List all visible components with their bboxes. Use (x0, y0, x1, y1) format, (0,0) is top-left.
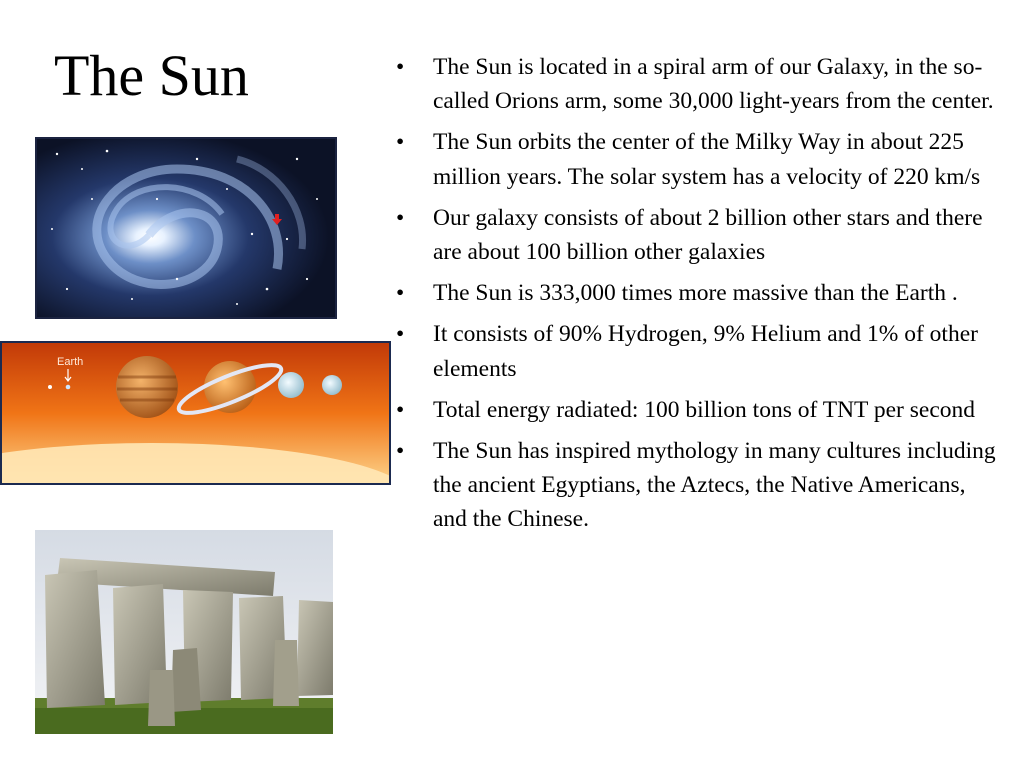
bullet-dot-icon: • (396, 437, 405, 464)
bullet-item (396, 434, 996, 537)
bullet-text: Total energy radiated: 100 billion tons of TNT per second (433, 396, 976, 423)
spiral-galaxy-image (35, 137, 337, 319)
bullet-item (396, 50, 996, 119)
bullet-text: The Sun is 333,000 times more massive than the Earth . (433, 280, 958, 307)
bullet-dot-icon: • (396, 321, 405, 348)
solar-system-planets-image (0, 341, 391, 485)
bullet-item (396, 125, 996, 194)
bullet-dot-icon: • (396, 129, 405, 156)
bullet-item (396, 201, 996, 270)
stonehenge-icon (35, 530, 333, 734)
stonehenge-image (35, 530, 333, 734)
bullet-text: The Sun has inspired mythology in many cultures including the ancient Egyptians, the Aztecs, the Native Americans, and the Chinese. (433, 437, 996, 533)
bullet-text: The Sun is located in a spiral arm of our Galaxy, in the so-called Orions arm, some 30,000 light-years from the center. (433, 54, 994, 115)
bullet-dot-icon: • (396, 54, 405, 80)
bullet-dot-icon: • (396, 280, 405, 307)
slide-title: The Sun (54, 43, 249, 108)
bullet-text: Our galaxy consists of about 2 billion other stars and there are about 100 billion other galaxies (433, 204, 983, 266)
bullet-item (396, 393, 996, 427)
bullet-text: The Sun orbits the center of the Milky Way in about 225 million years. The solar system has a velocity of 220 km/s (433, 129, 981, 190)
bullet-dot-icon: • (396, 396, 405, 423)
spiral-galaxy-icon (37, 139, 335, 317)
bullet-item (396, 317, 996, 386)
earth-label: Earth (57, 356, 84, 368)
bullet-item (396, 276, 996, 310)
bullet-dot-icon: • (396, 204, 405, 231)
bullet-text: It consists of 90% Hydrogen, 9% Helium and 1% of other elements (433, 321, 978, 382)
bullet-list (396, 50, 996, 543)
planets-icon (2, 343, 389, 483)
